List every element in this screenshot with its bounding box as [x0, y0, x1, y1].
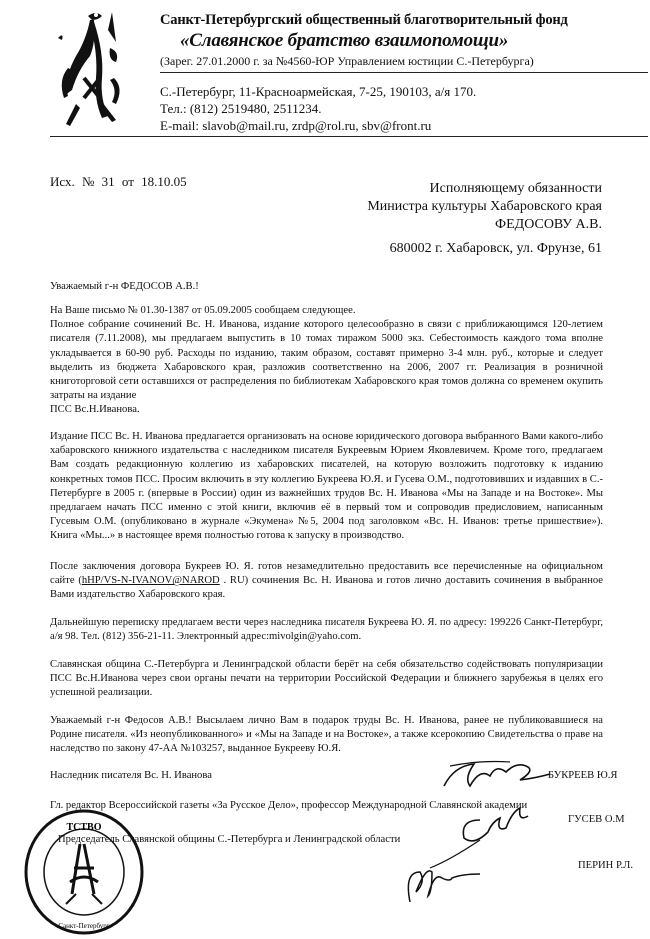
- stamp-city: Санкт-Петербург: [58, 922, 110, 930]
- stamp-text-top: ТСТВО: [66, 822, 102, 833]
- signatory-2-name: ГУСЕВ О.М: [568, 814, 625, 825]
- paragraph-1: [50, 304, 603, 418]
- paragraph-1-intro: На Ваше письмо № 01.30-1387 от 05.09.2005 сообщаем следующее.: [50, 305, 356, 316]
- letterhead-divider: [50, 136, 648, 137]
- website-link[interactable]: hHP/VS-N-IVANOV@NAROD: [81, 575, 220, 587]
- organization-stamp: [22, 808, 146, 936]
- signatory-1-role: Наследник писателя Вс. Н. Иванова: [50, 770, 212, 781]
- paragraph-3-start: После заключения договора Букреев Ю. Я. готов незамедлительно предоставить все перечисленные на официальном сайте (: [50, 561, 603, 587]
- recipient-line-2: Министра культуры Хабаровского края: [367, 199, 602, 214]
- signature-gusev: [420, 790, 540, 870]
- paragraph-3-end: . RU) сочинения Вс. Н. Иванова и готов лично доставить сочинения в выбранное Вами издательство Хабаровского края.: [50, 575, 603, 601]
- recipient-name: ФЕДОСОВУ А.В.: [495, 217, 602, 232]
- org-registration: (Зарег. 27.01.2000 г. за №4560-ЮР Управлением юстиции С.-Петербурга): [160, 54, 534, 68]
- signatory-1-name: БУКРЕЕВ Ю.Я: [548, 770, 618, 781]
- header-divider: [160, 72, 648, 73]
- paragraph-2: Издание ПСС Вс. Н. Иванова предлагается организовать на основе юридического договора выбранного Вами какого-либо хабаровского книжного издательства с наследником писателя Букреевым Юрием Яковлевичем. Кроме того, предлагаем Вам создать редакционную коллегию из хабаровских писателей, на которую возложить подготовку к изданию конкретных томов ПСС. Просим включить в эту коллегию Букреева Ю.Я. и Гусева О.М., подготовивших и издавших в С.-Петербурге в 2005 г. (впервые в России) один из важнейших трудов Вс. Н. Иванова «Мы на Западе и на Востоке». Мы предлагаем начать ПСС именно с этой книги, включив её в первый том и сопроводив предисловием, написанным Гусевым О.М. (опубликовано в журнале «Экумена» №5, 2004 под заголовком «Вс. Н. Иванов: третье пришествие»). Книга «Мы...» в настоящее время полностью готова к запуску в производство.: [50, 431, 604, 542]
- recipient-address: 680002 г. Хабаровск, ул. Фрунзе, 61: [389, 241, 602, 256]
- paragraph-4: Дальнейшую переписку предлагаем вести через наследника писателя Букреева Ю. Я. по адресу: 199226 Санкт-Петербург, а/я 98. Тел. (812) 356-21-11. Электронный адрес:mivolgin@yaho.com.: [50, 617, 603, 643]
- signatory-2-role: Гл. редактор Всероссийской газеты «За Русское Дело», профессор Международной Славянской академии: [50, 800, 528, 811]
- signatory-3-name: ПЕРИН Р.Л.: [578, 860, 634, 871]
- org-title: Санкт-Петербургский общественный благотворительный фонд: [160, 12, 568, 28]
- paragraph-1-end: ПСС Вс.Н.Иванова.: [50, 404, 140, 416]
- paragraph-3: [50, 560, 603, 603]
- signature-perin: [400, 862, 490, 912]
- paragraph-1-body: Полное собрание сочинений Вс. Н. Иванова, издание которого целесообразно в связи с приближающимся 120-летием писателя (7.11.2008), мы предлагаем выпустить в 10 томах тиражом 5000 экз. Себестоимость каждого тома вполне укладывается в 60-90 руб. Расходы по изданию, таким образом, составят примерно 3-4 млн. руб., которые и следует выделить из бюджета Хабаровского края, разложив соответственно на 2006, 2007 гг. Реализация в розничной книготорговой сети оставшихся от распределения по библиотекам Хабаровского края томов должна со временем окупить затраты на издание: [50, 319, 603, 402]
- firebird-logo: [48, 8, 132, 128]
- paragraph-6: Уважаемый г-н Федосов А.В.! Высылаем лично Вам в подарок труды Вс. Н. Иванова, ранее не публиковавшиеся на Родине писателя. «Из неопубликованного» и «Мы на Западе и на Востоке», а также ксерокопию Свидетельства о праве на наследство по закону 47-АА №103257, выданное Букрееву Ю.Я.: [50, 715, 603, 755]
- org-address: С.-Петербург, 11-Красноармейская, 7-25, 190103, а/я 170.: [160, 84, 477, 99]
- salutation: Уважаемый г-н ФЕДОСОВ А.В.!: [50, 281, 199, 292]
- org-name: «Славянское братство взаимопомощи»: [180, 30, 509, 51]
- paragraph-5: Славянская община С.-Петербурга и Ленинградской области берёт на себя обязательство содействовать популяризации ПСС Вс.Н.Иванова через свои органы печати на территории Российской Федерации и ближнего зарубежья в целях его успешной реализации.: [50, 659, 603, 699]
- outgoing-number: Исх. № 31 от 18.10.05: [50, 174, 187, 189]
- signatory-3-role: Председатель Славянской общины С.-Петербурга и Ленинградской области: [58, 834, 401, 845]
- org-email: E-mail: slavob@mail.ru, zrdp@rol.ru, sbv@front.ru: [160, 118, 432, 133]
- recipient-block: [367, 180, 602, 234]
- org-phone: Тел.: (812) 2519480, 2511234.: [160, 101, 322, 116]
- recipient-line-1: Исполняющему обязанности: [429, 181, 602, 196]
